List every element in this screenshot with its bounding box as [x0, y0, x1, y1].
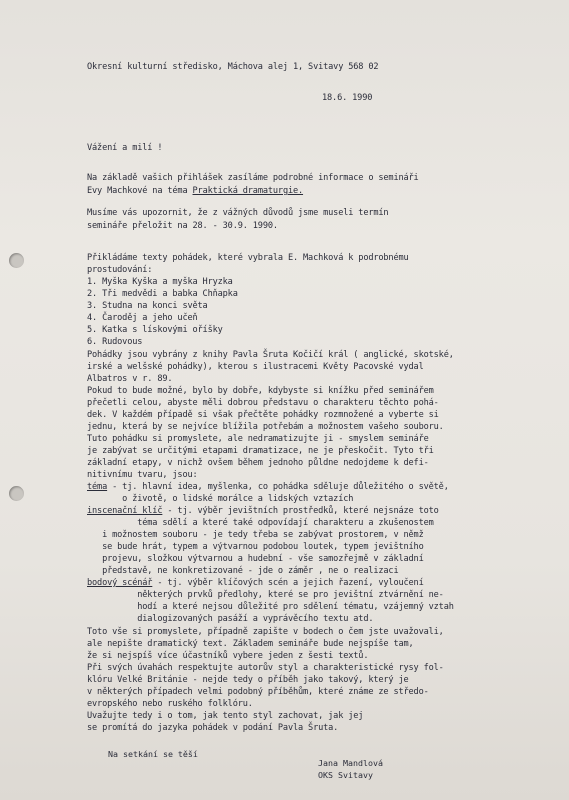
term-scenar-line: některých prvků předlohy, které se pro jevištní ztvárnění ne- — [87, 590, 444, 600]
texts-intro-line: prostudování: — [87, 265, 153, 275]
term-scenar-line — [87, 578, 424, 589]
term-tema-text: - tj. hlavní idea, myšlenka, co pohádka sděluje důležitého o světě, — [107, 482, 449, 492]
sender-address: Okresní kulturní středisko, Máchova alej 1, Svitavy 568 02 — [87, 62, 379, 72]
term-klic-label: inscenační klíč — [87, 506, 163, 516]
closing-line: evropského nebo ruského folklóru. — [87, 699, 253, 709]
closing-line: ale nepište dramatický text. Základem semináře bude nejspíše tam, — [87, 639, 414, 649]
closing-line: se promítá do jazyka pohádek v podání Pavla Šruta. — [87, 723, 339, 733]
punch-hole — [9, 253, 24, 268]
term-klic-text: - tj. výběr jevištních prostředků, které nejsnáze toto — [162, 506, 439, 516]
term-tema-label: téma — [87, 482, 108, 492]
texts-intro-line: Přikládáme texty pohádek, které vybrala E. Machková k podrobnému — [87, 253, 409, 263]
term-tema-line: o životě, o lidské morálce a lidských vztazích — [87, 494, 354, 504]
body-line: nitivnímu tvaru, jsou: — [87, 470, 198, 480]
body-line: Pohádky jsou vybrány z knihy Pavla Šruta Kočičí král ( anglické, skotské, — [87, 350, 454, 360]
story-item: 4. Čaroděj a jeho učeň — [87, 313, 198, 323]
signature-org: OKS Svitavy — [318, 770, 373, 780]
intro-text: Evy Machkové na téma — [87, 186, 193, 196]
body-line: Tuto pohádku si promyslete, ale nedramatizujte ji - smyslem semináře — [87, 434, 429, 444]
farewell: Na setkání se těší — [108, 749, 198, 759]
body-line: Albatros v r. 89. — [87, 374, 173, 384]
body-line: dek. V každém případě si však přečtěte pohádky rozmnožené a vyberte si — [87, 410, 439, 420]
term-tema-line — [87, 482, 449, 493]
intro-line — [87, 186, 303, 197]
body-line: přečetli celou, abyste měli dobrou představu o charakteru těchto pohá- — [87, 398, 439, 408]
story-item: 2. Tři medvědi a babka Chňapka — [87, 289, 238, 299]
intro-line: Na základě vašich přihlášek zasíláme podrobné informace o semináři — [87, 173, 419, 183]
story-item: 5. Katka s lískovými oříšky — [87, 325, 223, 335]
body-line: irské a welšské pohádky), kterou s ilustracemi Květy Pacovské vydal — [87, 362, 424, 372]
closing-line: Uvažujte tedy i o tom, jak tento styl zachovat, jak jej — [87, 711, 374, 721]
term-klic-line: představě, ne konkretizované - jde o záměr , ne o realizaci — [87, 566, 399, 576]
closing-line: Toto vše si promyslete, případně zapište v bodech o čem jste uvažovali, — [87, 627, 444, 637]
closing-line: Při svých úvahách respektujte autorův styl a charakteristické rysy fol- — [87, 663, 444, 673]
term-klic-line: i možnostem souboru - je tedy třeba se zabývat prostorem, v němž — [87, 530, 424, 540]
term-scenar-label: bodový scénář — [87, 578, 153, 588]
signature-name: Jana Mandlová — [318, 758, 383, 768]
punch-hole — [9, 486, 24, 501]
body-line: je zabývat se určitými etapami dramatizace, ne je přeskočit. Tyto tři — [87, 446, 434, 456]
body-line: jednu, která by se nejvíce blížila potřebám a možnostem vašeho souboru. — [87, 422, 444, 432]
term-klic-line: se bude hrát, typem a výtvarnou podobou loutek, typem jevištního — [87, 542, 424, 552]
letter-date: 18.6. 1990 — [322, 93, 373, 103]
closing-line: že si nejspíš více účastníků vybere jeden z šesti textů. — [87, 651, 369, 661]
seminar-topic: Praktická dramaturgie. — [192, 186, 304, 196]
term-scenar-line: dialogizovaných pasáží a vyprávěcího textu atd. — [87, 614, 374, 624]
notice-line: semináře přeložit na 28. - 30.9. 1990. — [87, 221, 278, 231]
term-klic-line — [87, 506, 439, 517]
greeting: Vážení a milí ! — [87, 143, 163, 153]
term-scenar-text: - tj. výběr klíčových scén a jejich řazení, vyloučení — [152, 578, 424, 588]
body-line: Pokud to bude možné, bylo by dobře, kdybyste si knížku před seminářem — [87, 386, 434, 396]
term-klic-line: téma sdělí a které také odpovídají charakteru a zkušenostem — [87, 518, 434, 528]
story-item: 3. Studna na konci světa — [87, 301, 208, 311]
closing-line: v některých případech velmi podobný příběhům, které známe ze středo- — [87, 687, 429, 697]
story-item: 1. Myška Kyška a myška Hryzka — [87, 277, 233, 287]
term-klic-line: projevu, složkou výtvarnou a hudební - vše samozřejmě v základní — [87, 554, 424, 564]
closing-line: klóru Velké Británie - nejde tedy o příběh jako takový, který je — [87, 675, 409, 685]
body-line: základní etapy, v nichž ovšem během jednoho půldne nedojdeme k defi- — [87, 458, 429, 468]
story-item: 6. Rudovous — [87, 337, 143, 347]
notice-line: Musíme vás upozornit, že z vážných důvodů jsme museli termín — [87, 208, 389, 218]
term-scenar-line: hodí a které nejsou důležité pro sdělení tématu, vzájemný vztah — [87, 602, 454, 612]
